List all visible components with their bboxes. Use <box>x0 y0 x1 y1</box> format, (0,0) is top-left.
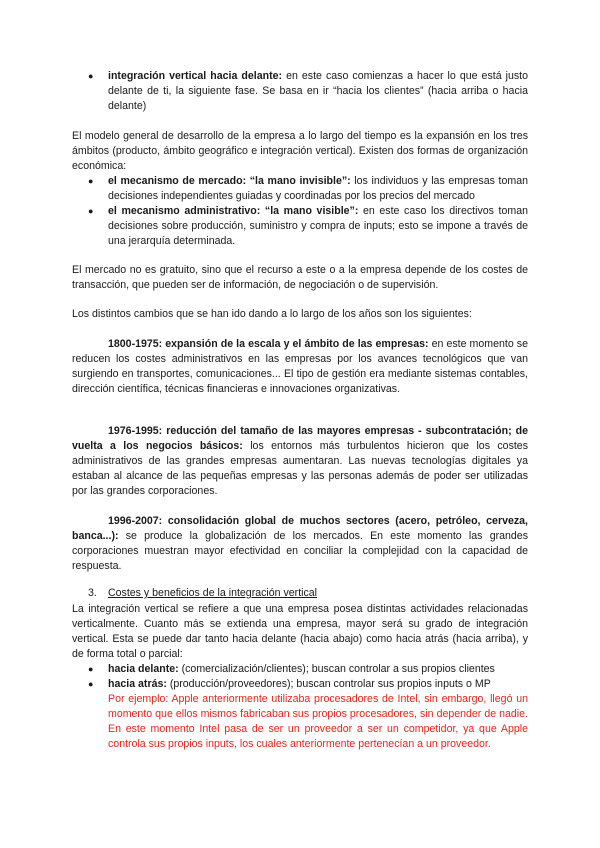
period-text: en este momento se reducen los costes administrativos en las empresas por los avances tecnológicos que van surgiendo en transportes, comunicaciones... El tipo de gestión era mediante sistemas contables, dirección científica, técnicas financieras e innovaciones organizativas. <box>72 338 528 395</box>
paragraph-integracion: La integración vertical se refiere a que una empresa posea distintas actividades relacionadas verticalmente. Cuanto más se extienda una empresa, mayor será su grado de integración vertical. Esta se puede dar tanto hacia delante (hacia abajo) como hacia atrás (hacia arriba), y de forma total o parcial: <box>72 603 528 660</box>
bullet-icon: ● <box>88 176 94 186</box>
section-number: 3. <box>88 587 97 599</box>
paragraph-modelo: El modelo general de desarrollo de la empresa a lo largo del tiempo es la expansión en los tres ámbitos (producto, ámbito geográfico e integración vertical). Existen dos formas de organización económica: <box>72 130 528 172</box>
bullet-list-integracion <box>72 662 528 692</box>
bullet-text: (producción/proveedores); buscan controlar sus propios inputs o MP <box>166 678 491 690</box>
bullet-icon: ● <box>88 679 94 689</box>
bullet-list-mecanismos <box>72 174 528 249</box>
period-text: los entornos más turbulentos hicieron que los costes administrativos de las grandes empresas aumentaran. Las nuevas tecnologías digitales ya estaban al alcance de las pequeñas empresas y las personas además de poder ser utilizadas por las grandes corporaciones. <box>72 440 528 497</box>
bullet-term: el mecanismo de mercado: “la mano invisible”: <box>108 175 351 187</box>
paragraph-cambios: Los distintos cambios que se han ido dando a lo largo de los años son los siguientes: <box>72 308 472 320</box>
period-heading: 1976-1995: reducción del tamaño de las mayores empresas - subcontratación; de vuelta a los negocios básicos: <box>72 425 528 452</box>
bullet-text: los individuos y las empresas toman decisiones independientes guiadas y coordinadas por los precios del mercado <box>108 175 528 202</box>
bullet-term: hacia atrás: <box>108 678 167 690</box>
list-item <box>72 69 528 114</box>
period-heading: 1996-2007: consolidación global de muchos sectores (acero, petróleo, cerveza, banca...): <box>72 515 528 542</box>
bullet-term: hacia delante: <box>108 663 179 675</box>
bullet-list-top <box>72 69 528 114</box>
period-1996-2007 <box>72 514 528 574</box>
bullet-icon: ● <box>88 664 94 674</box>
list-item <box>72 204 528 249</box>
period-heading: 1800-1975: expansión de la escala y el ámbito de las empresas: <box>108 338 429 350</box>
period-1800-1975 <box>72 337 528 397</box>
paragraph-mercado: El mercado no es gratuito, sino que el recurso a este o a la empresa depende de los costes de transacción, que pueden ser de información, de negociación o de supervisión. <box>72 264 528 291</box>
bullet-text: en este caso los directivos toman decisiones sobre producción, suministro y compra de inputs; esto se impone a través de una jerarquía determinada. <box>108 205 528 247</box>
list-item <box>72 174 528 204</box>
list-item <box>72 677 528 692</box>
bullet-icon: ● <box>88 206 94 216</box>
example-apple-intel: Por ejemplo: Apple anteriormente utilizaba procesadores de Intel, sin embargo, llegó un momento que ellos mismos fabricaban sus propios procesadores, sin depender de nadie. En este momento Intel pasa de ser un proveedor a ser un competidor, ya que Apple controla sus propios inputs, los cuales anteriormente pertenecían a un proveedor. <box>108 693 528 750</box>
list-item <box>72 662 528 677</box>
period-text: se produce la globalización de los mercados. En este momento las grandes corporaciones muestran mayor efectividad en conciliar la complejidad con la capacidad de respuesta. <box>72 530 528 572</box>
bullet-term: integración vertical hacia delante: <box>108 70 283 82</box>
bullet-icon: ● <box>88 71 94 81</box>
bullet-text: en este caso comienzas a hacer lo que está justo delante de ti, la siguiente fase. Se basa en ir “hacia los clientes” (hacia arriba o hacia delante) <box>108 70 528 112</box>
bullet-term: el mecanismo administrativo: “la mano visible”: <box>108 205 359 217</box>
section-heading: Costes y beneficios de la integración vertical <box>108 587 318 599</box>
bullet-text: (comercialización/clientes); buscan controlar a sus propios clientes <box>178 663 495 675</box>
period-1976-1995 <box>72 424 528 499</box>
